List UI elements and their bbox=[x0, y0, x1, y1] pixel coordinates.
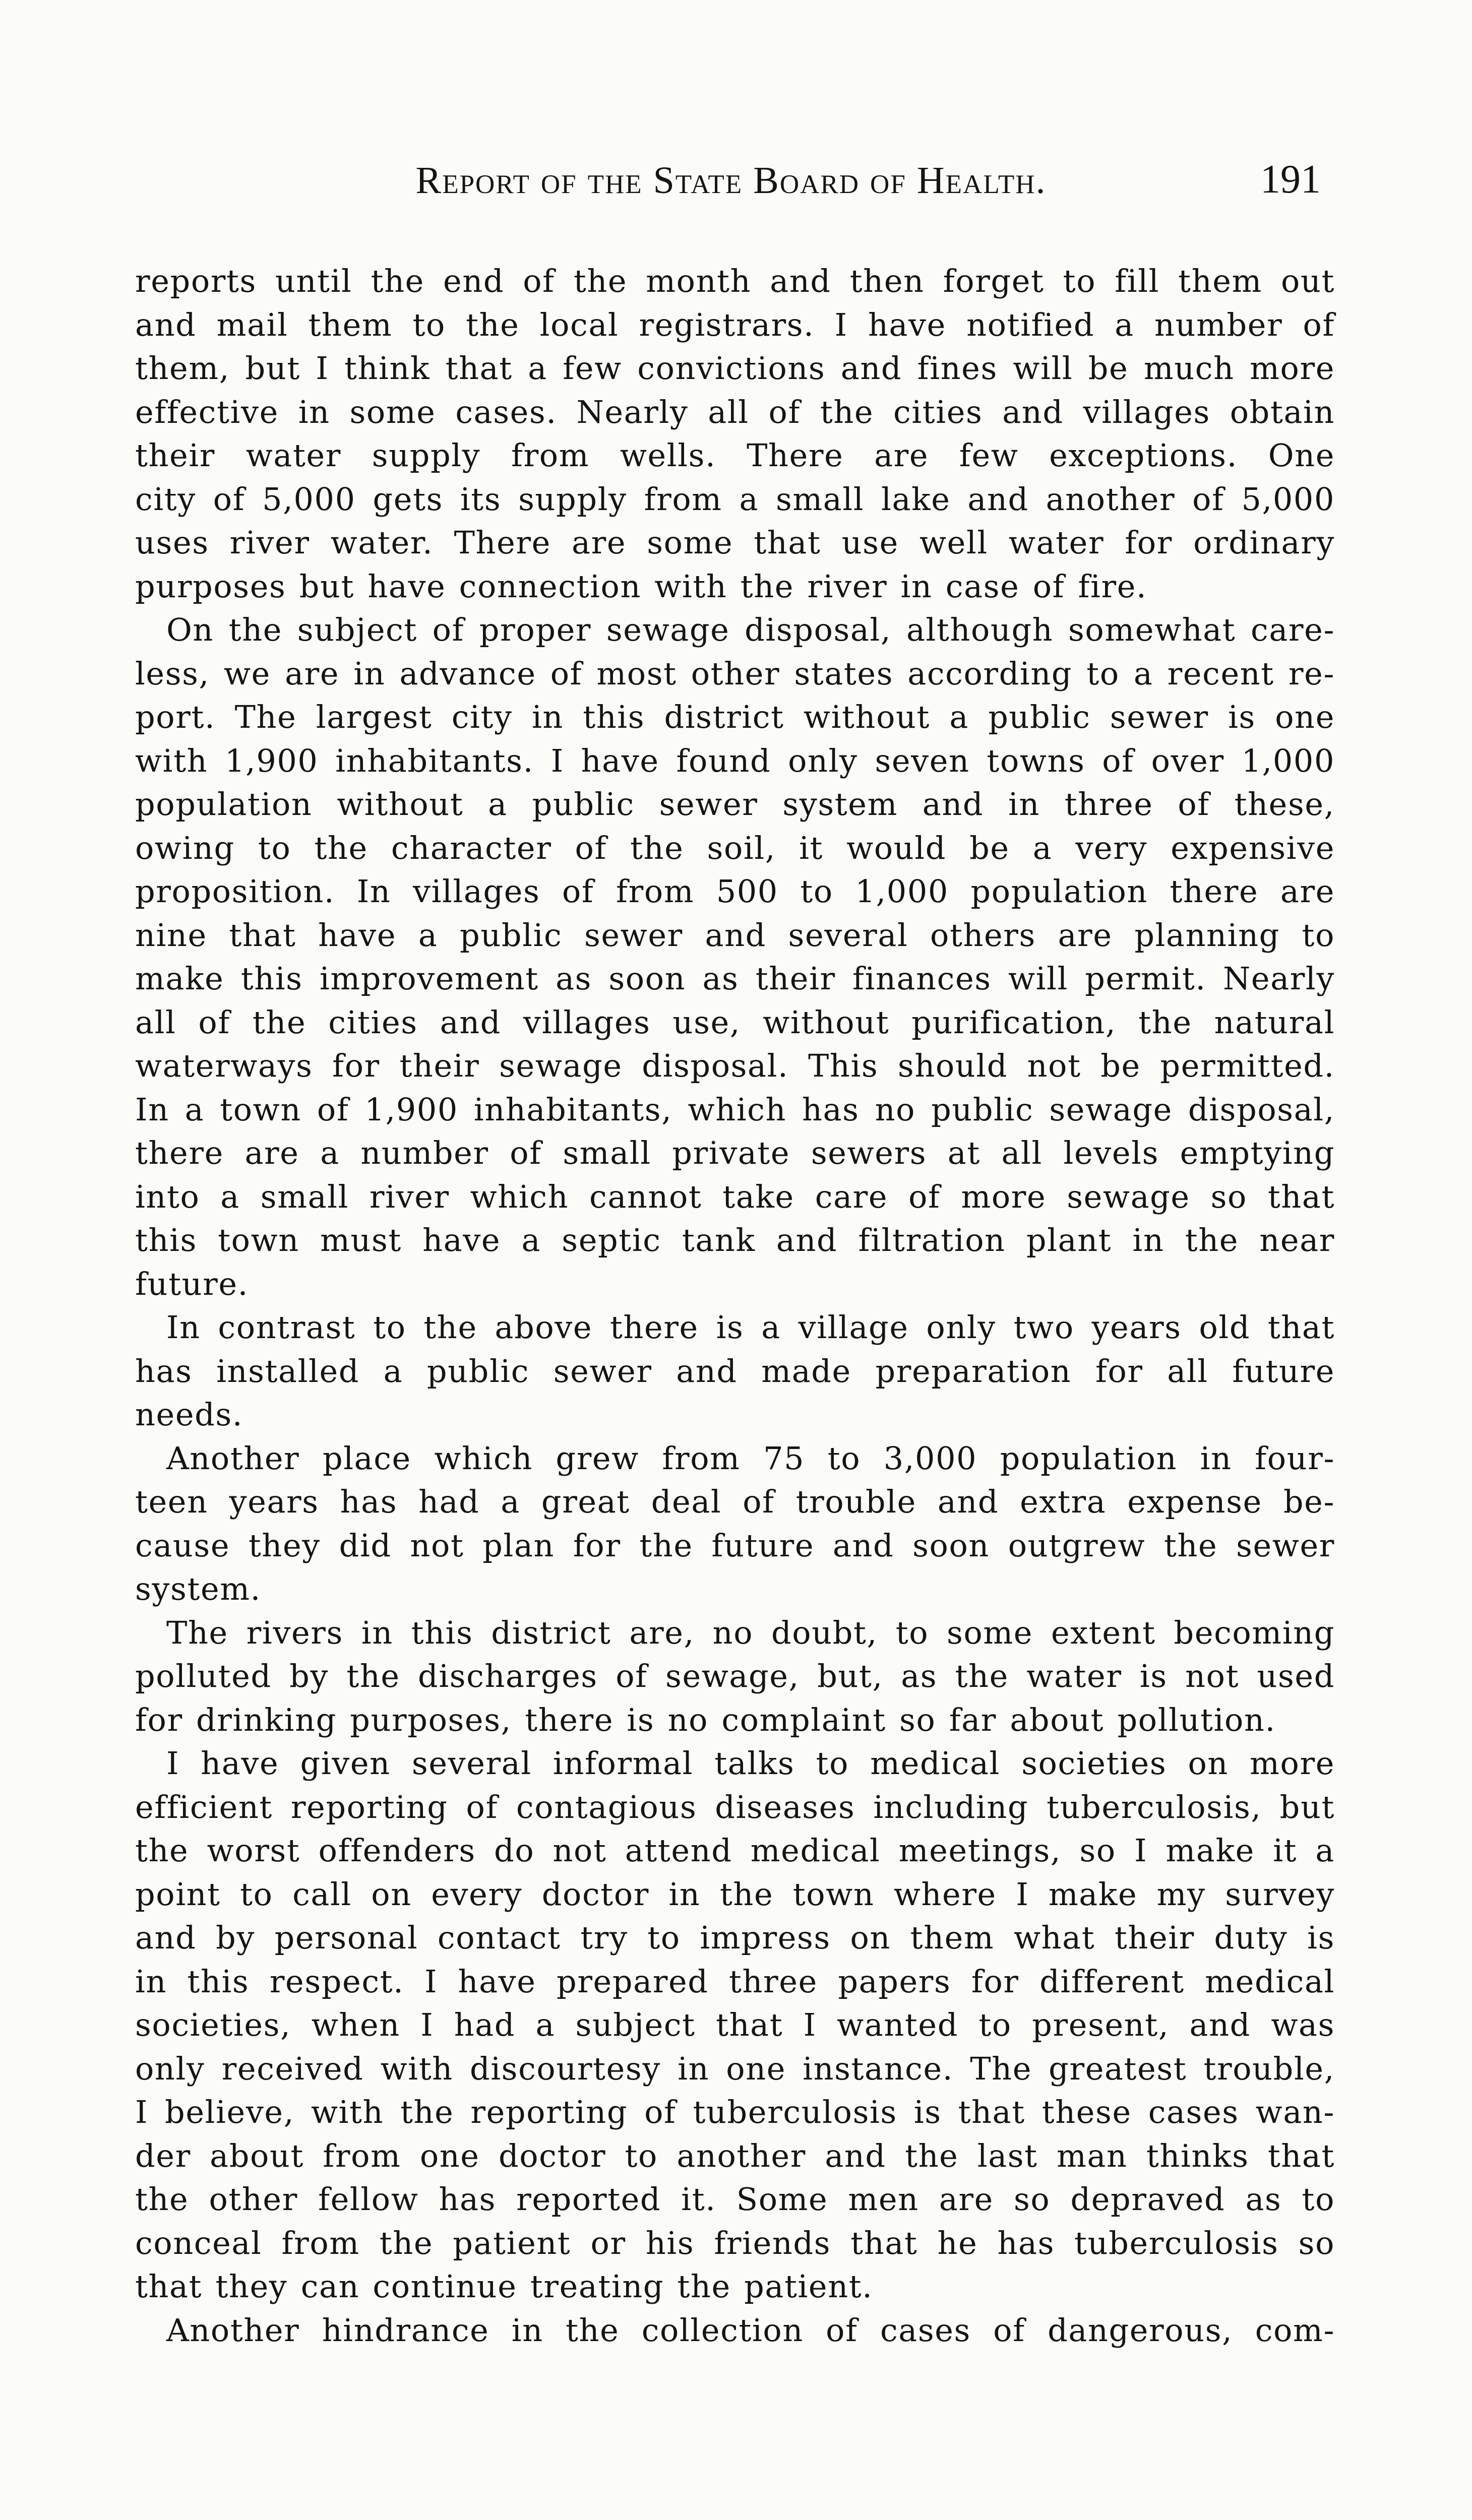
text-line: uses river water. There are some that use well water for ordinary bbox=[135, 524, 1335, 561]
text-line: make this improvement as soon as their finances will permit. Nearly bbox=[135, 960, 1335, 997]
text-line: effective in some cases. Nearly all of the cities and villages obtain bbox=[135, 393, 1335, 430]
text-line: there are a number of small private sewers at all levels emptying bbox=[135, 1135, 1335, 1171]
text-line: has installed a public sewer and made preparation for all future bbox=[135, 1352, 1335, 1390]
text-line: Another hindrance in the collection of cases of dangerous, com- bbox=[166, 2311, 1335, 2349]
text-line: the other fellow has reported it. Some men are so depraved as to bbox=[135, 2181, 1335, 2218]
text-line: I believe, with the reporting of tuberculosis is that these cases wan- bbox=[135, 2094, 1335, 2130]
text-line: port. The largest city in this district without a public sewer is one bbox=[135, 699, 1335, 735]
text-line: proposition. In villages of from 500 to 1,000 population there are bbox=[135, 873, 1335, 910]
text-line: cause they did not plan for the future and soon outgrew the sewer bbox=[135, 1527, 1335, 1564]
paragraph-hindrance bbox=[135, 2309, 1335, 2353]
text-line: less, we are in advance of most other states according to a recent re- bbox=[135, 655, 1335, 692]
text-line: polluted by the discharges of sewage, but, as the water is not used bbox=[135, 1658, 1335, 1694]
text-line: reports until the end of the month and then forget to fill them out bbox=[135, 263, 1335, 299]
text-line: and by personal contact try to impress on them what their duty is bbox=[135, 1919, 1335, 1956]
text-line: Another place which grew from 75 to 3,000 population in four- bbox=[166, 1439, 1335, 1477]
text-line: nine that have a public sewer and several others are planning to bbox=[135, 916, 1335, 954]
paragraph-water-supply bbox=[135, 260, 1335, 608]
text-line: In contrast to the above there is a village only two years old that bbox=[166, 1309, 1335, 1346]
text-line: In a town of 1,900 inhabitants, which has no public sewage disposal, bbox=[135, 1091, 1335, 1128]
paragraph-sewage-disposal bbox=[135, 608, 1335, 1306]
body-text bbox=[135, 260, 1335, 2352]
text-line: that they can continue treating the patient. bbox=[135, 2268, 873, 2305]
paragraph-river-pollution bbox=[135, 1611, 1335, 1742]
text-line: their water supply from wells. There are few exceptions. One bbox=[135, 437, 1335, 474]
text-line: conceal from the patient or his friends that he has tuberculosis so bbox=[135, 2224, 1335, 2261]
text-line: for drinking purposes, there is no complaint so far about pollution. bbox=[135, 1701, 1276, 1738]
text-line: waterways for their sewage disposal. This should not be permitted. bbox=[135, 1047, 1335, 1084]
text-line: only received with discourtesy in one instance. The greatest trouble, bbox=[135, 2050, 1335, 2087]
text-line: teen years has had a great deal of trouble and extra expense be- bbox=[135, 1483, 1335, 1520]
text-line: into a small river which cannot take care of more sewage so that bbox=[135, 1178, 1335, 1215]
text-line: On the subject of proper sewage disposal, although somewhat care- bbox=[166, 611, 1335, 648]
paragraph-population-growth bbox=[135, 1437, 1335, 1611]
paragraph-village-contrast bbox=[135, 1306, 1335, 1437]
text-line: this town must have a septic tank and filtration plant in the near bbox=[135, 1222, 1335, 1258]
text-line: point to call on every doctor in the town where I make my survey bbox=[135, 1875, 1335, 1913]
text-line: city of 5,000 gets its supply from a small lake and another of 5,000 bbox=[135, 480, 1335, 518]
text-line: future. bbox=[135, 1265, 249, 1302]
text-line: and mail them to the local registrars. I have notified a number of bbox=[135, 306, 1335, 343]
text-line: with 1,900 inhabitants. I have found only seven towns of over 1,000 bbox=[135, 742, 1335, 779]
paragraph-tuberculosis-reporting bbox=[135, 1742, 1335, 2309]
text-line: societies, when I had a subject that I wanted to present, and was bbox=[135, 2006, 1335, 2043]
text-line: system. bbox=[135, 1570, 261, 1607]
text-line: the worst offenders do not attend medical meetings, so I make it a bbox=[135, 1832, 1335, 1869]
text-line: population without a public sewer system and in three of these, bbox=[135, 786, 1335, 823]
text-line: efficient reporting of contagious diseases including tuberculosis, but bbox=[135, 1788, 1335, 1825]
text-line: them, but I think that a few convictions and fines will be much more bbox=[135, 350, 1335, 387]
text-line: owing to the character of the soil, it would be a very expensive bbox=[135, 829, 1335, 866]
text-line: The rivers in this district are, no doubt, to some extent becoming bbox=[166, 1614, 1335, 1651]
text-line: all of the cities and villages use, without purification, the natural bbox=[135, 1003, 1335, 1041]
text-line: I have given several informal talks to medical societies on more bbox=[166, 1745, 1335, 1782]
running-head-title: Report of the State Board of Health. bbox=[415, 159, 1047, 202]
text-line: in this respect. I have prepared three papers for different medical bbox=[135, 1963, 1335, 2000]
text-line: purposes but have connection with the river in case of fire. bbox=[135, 568, 1147, 605]
text-line: needs. bbox=[135, 1396, 243, 1433]
text-line: der about from one doctor to another and the last man thinks that bbox=[135, 2137, 1335, 2174]
page-number: 191 bbox=[1260, 157, 1321, 202]
